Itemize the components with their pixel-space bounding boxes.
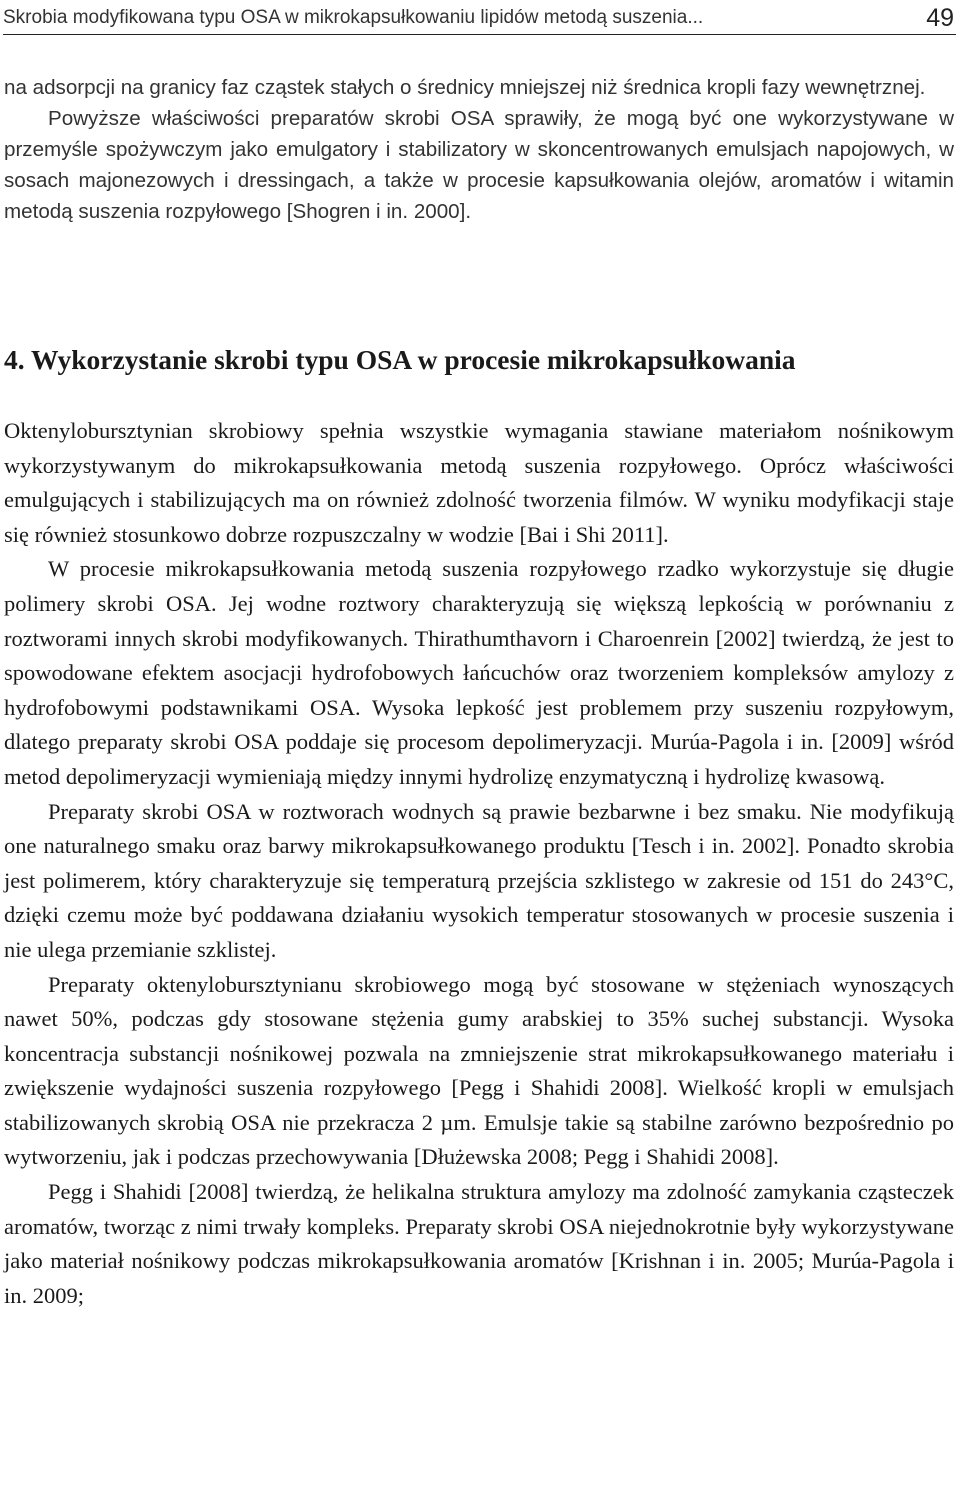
paragraph: na adsorpcji na granicy faz cząstek stałych o średnicy mniejszej niż średnica kropli fazy wewnętrznej. <box>4 76 926 99</box>
running-title: Skrobia modyfikowana typu OSA w mikrokapsułkowaniu lipidów metodą suszenia... <box>3 7 704 28</box>
paragraph: Preparaty skrobi OSA w roztworach wodnych są prawie bezbarwne i bez smaku. Nie modyfikują one naturalnego smaku oraz barwy mikrokapsułkowanego produktu [Tesch i in. 2002]. Ponadto skrobia jest polimerem, który charakteryzuje się temperaturą przejścia szklistego w zakresie od 151 do 243°C, dzięki czemu może być poddawana działaniu wysokich temperatur stosowanych w procesie suszenia i nie ulega przemianie szklistej. <box>4 798 954 962</box>
page-number: 49 <box>926 4 954 32</box>
running-header <box>3 4 956 35</box>
paragraph: Oktenylobursztynian skrobiowy spełnia wszystkie wymagania stawiane materiałom nośnikowym wykorzystywanym do mikrokapsułkowania metodą suszenia rozpyłowego. Oprócz właściwości emulgujących i stabilizujących ma on również zdolność tworzenia filmów. W wyniku modyfikacji staje się również stosunkowo dobrze rozpuszczalny w wodzie [Bai i Shi 2011]. <box>4 418 954 547</box>
section-body <box>4 414 954 1313</box>
section-heading: 4. Wykorzystanie skrobi typu OSA w procesie mikrokapsułkowania <box>4 344 796 375</box>
intro-text-block <box>4 72 954 227</box>
paragraph: Pegg i Shahidi [2008] twierdzą, że helikalna struktura amylozy ma zdolność zamykania cząsteczek aromatów, tworząc z nimi trwały kompleks. Preparaty skrobi OSA niejednokrotnie były wykorzystywane jako materiał nośnikowy podczas mikrokapsułkowania aromatów [Krishnan i in. 2005; Murúa-Pagola i in. 2009; <box>4 1179 954 1308</box>
paragraph: W procesie mikrokapsułkowania metodą suszenia rozpyłowego rzadko wykorzystuje się długie polimery skrobi OSA. Jej wodne roztwory charakteryzują się większą lepkością w porównaniu z roztworami innych skrobi modyfikowanych. Thirathumthavorn i Charoenrein [2002] twierdzą, że jest to spowodowane efektem asocjacji hydrofobowych łańcuchów oraz tworzeniem kompleksów amylozy z hydrofobowymi podstawnikami OSA. Wysoka lepkość jest problemem przy suszeniu rozpyłowym, dlatego preparaty skrobi OSA poddaje się procesom depolimeryzacji. Murúa-Pagola i in. [2009] wśród metod depolimeryzacji wymieniają między innymi hydrolizę enzymatyczną i hydrolizę kwasową. <box>4 556 954 789</box>
paragraph: Powyższe właściwości preparatów skrobi OSA sprawiły, że mogą być one wykorzystywane w przemyśle spożywczym jako emulgatory i stabilizatory w skoncentrowanych emulsjach napojowych, w sosach majonezowych i dressingach, a także w procesie kapsułkowania olejów, aromatów i witamin metodą suszenia rozpyłowego [Shogren i in. 2000]. <box>4 107 954 223</box>
paragraph: Preparaty oktenylobursztynianu skrobiowego mogą być stosowane w stężeniach wynoszących nawet 50%, podczas gdy stosowane stężenia gumy arabskiej to 35% suchej substancji. Wysoka koncentracja substancji nośnikowej pozwala na zmniejszenie strat mikrokapsułkowanego materiału i zwiększenie wydajności suszenia rozpyłowego [Pegg i Shahidi 2008]. Wielkość kropli w emulsjach stabilizowanych skrobią OSA nie przekracza 2 µm. Emulsje takie są stabilne zarówno bezpośrednio po wytworzeniu, jak i podczas przechowywania [Dłużewska 2008; Pegg i Shahidi 2008]. <box>4 971 954 1170</box>
